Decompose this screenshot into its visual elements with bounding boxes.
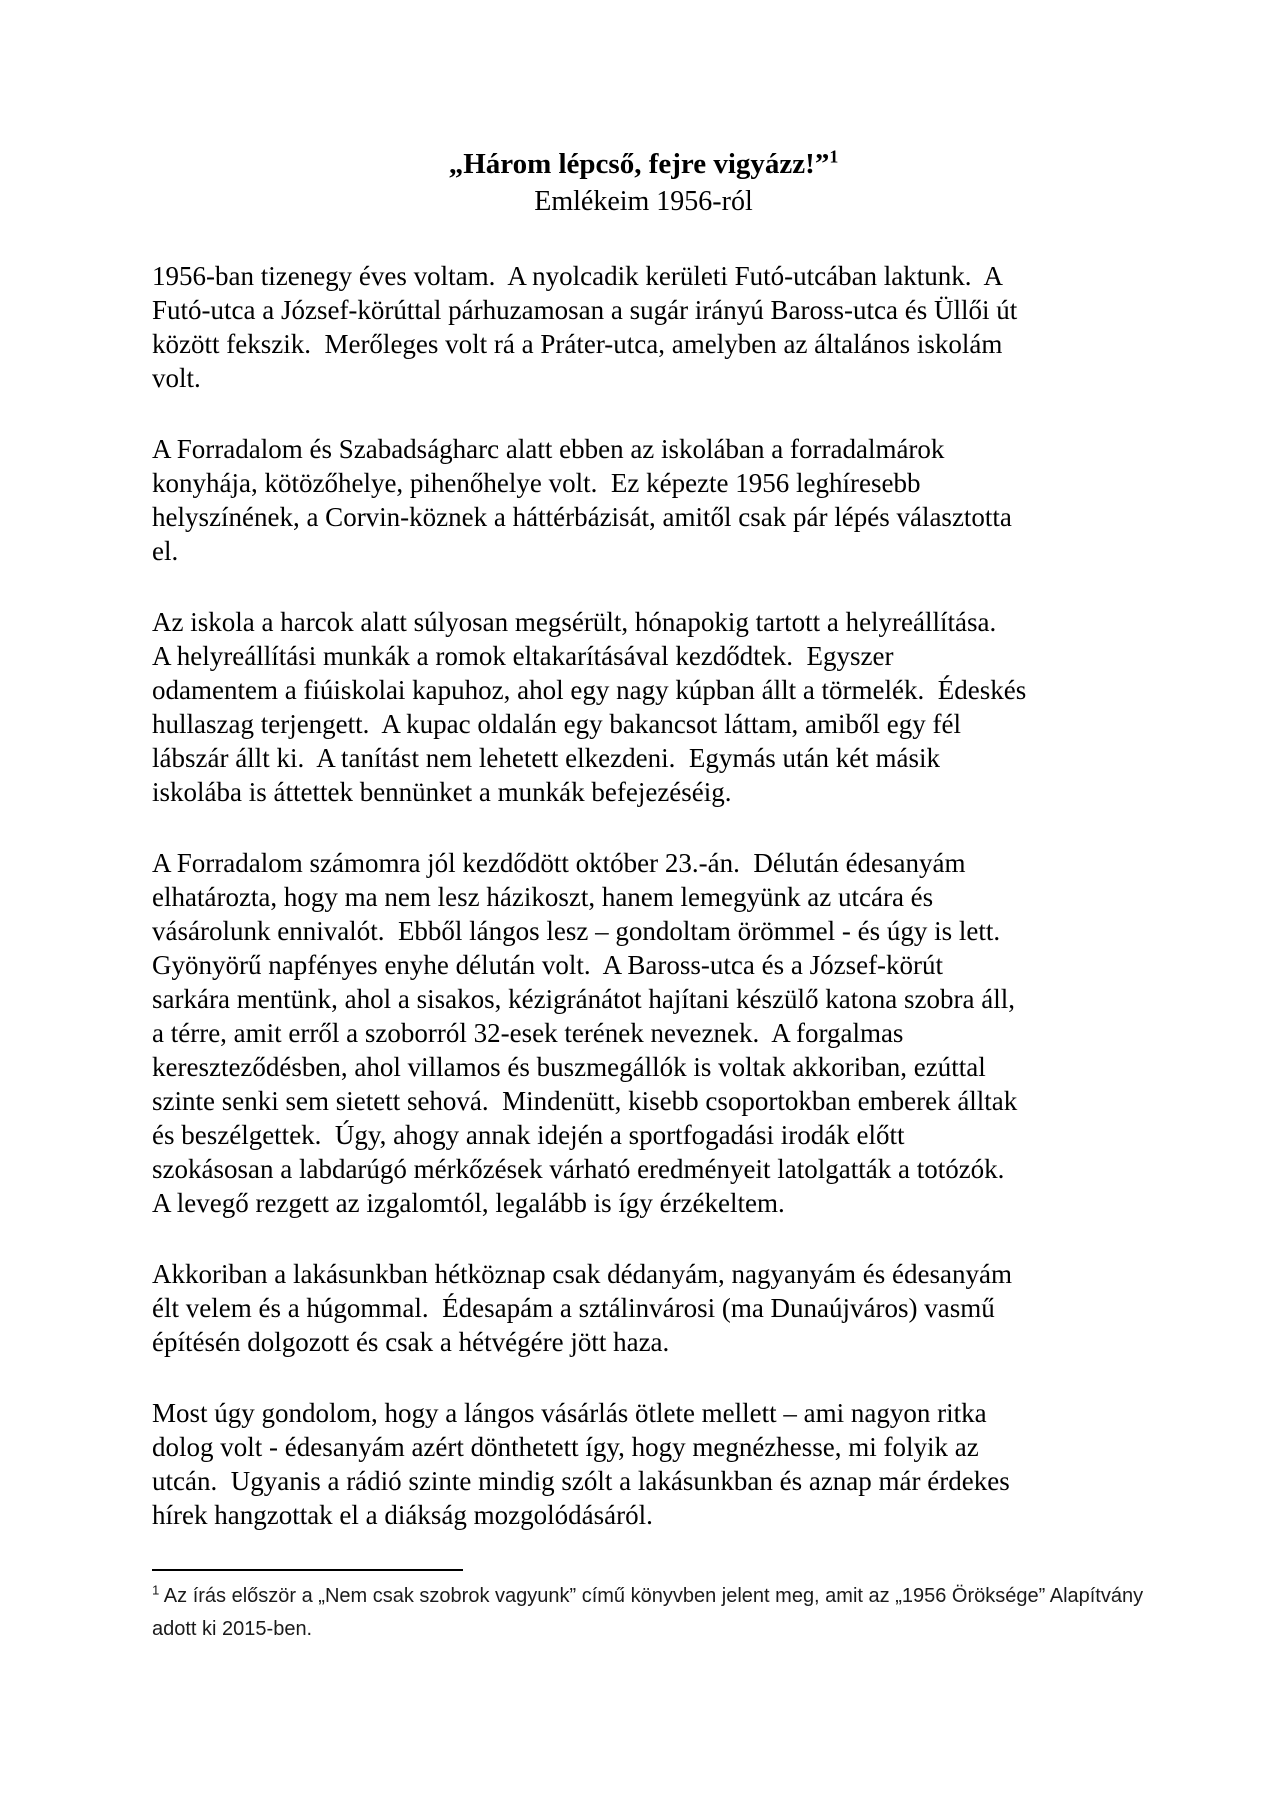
- text-line: vásárolunk ennivalót. Ebből lángos lesz – gondoltam örömmel - és úgy is lett.: [152, 916, 1001, 946]
- footnote-separator: [152, 1569, 463, 1571]
- text-line: iskolába is áttettek bennünket a munkák befejezéséig.: [152, 777, 732, 807]
- paragraph: [152, 846, 1135, 1220]
- footnote-text: Az írás először a „Nem csak szobrok vagyunk” című könyvben jelent meg, amit az „1956 Öröksége” Alapítvány: [159, 1585, 1144, 1607]
- paragraph: [152, 1396, 1135, 1532]
- text-line: között fekszik. Merőleges volt rá a Práter-utca, amelyben az általános iskolám: [152, 329, 1003, 359]
- text-line: a térre, amit erről a szoborról 32-esek terének neveznek. A forgalmas: [152, 1018, 904, 1048]
- text-line: A Forradalom és Szabadságharc alatt ebben az iskolában a forradalmárok: [152, 434, 945, 464]
- text-line: Most úgy gondolom, hogy a lángos vásárlás ötlete mellett – ami nagyon ritka: [152, 1398, 987, 1428]
- text-line: A levegő rezgett az izgalomtól, legalább is így érzékeltem.: [152, 1188, 785, 1218]
- document-heading: [152, 145, 1135, 221]
- text-line: szinte senki sem sietett sehová. Mindenütt, kisebb csoportokban emberek álltak: [152, 1086, 1018, 1116]
- paragraph: [152, 259, 1135, 395]
- text-line: élt velem és a húgommal. Édesapám a sztálinvárosi (ma Dunaújváros) vasmű: [152, 1293, 995, 1323]
- footnote-reference: 1: [829, 146, 839, 167]
- text-line: odamentem a fiúiskolai kapuhoz, ahol egy nagy kúpban állt a törmelék. Édeskés: [152, 675, 1027, 705]
- text-line: konyhája, kötözőhelye, pihenőhelye volt. Ez képezte 1956 leghíresebb: [152, 468, 921, 498]
- text-line: helyszínének, a Corvin-köznek a háttérbázisát, amitől csak pár lépés választotta: [152, 502, 1012, 532]
- text-line: A helyreállítási munkák a romok eltakarításával kezdődtek. Egyszer: [152, 641, 894, 671]
- paragraph: [152, 1257, 1135, 1359]
- text-line: 1956-ban tizenegy éves voltam. A nyolcadik kerületi Futó-utcában laktunk. A: [152, 261, 1004, 291]
- text-column: [152, 0, 1144, 1646]
- footnote-section: [152, 1569, 1144, 1646]
- text-line: és beszélgettek. Úgy, ahogy annak idején a sportfogadási irodák előtt: [152, 1120, 905, 1150]
- text-line: A Forradalom számomra jól kezdődött október 23.-án. Délután édesanyám: [152, 848, 966, 878]
- footnote-line: [152, 1580, 1144, 1613]
- text-line: lábszár állt ki. A tanítást nem lehetett elkezdeni. Egymás után két másik: [152, 743, 941, 773]
- document-title-text: „Három lépcső, fejre vigyázz!”: [448, 148, 830, 180]
- text-line: építésén dolgozott és csak a hétvégére jött haza.: [152, 1327, 670, 1357]
- text-line: volt.: [152, 363, 201, 393]
- text-line: Akkoriban a lakásunkban hétköznap csak dédanyám, nagyanyám és édesanyám: [152, 1259, 1012, 1289]
- paragraph: [152, 605, 1135, 809]
- footnote-line: adott ki 2015-ben.: [152, 1618, 313, 1640]
- text-line: hullaszag terjengett. A kupac oldalán egy bakancsot láttam, amiből egy fél: [152, 709, 961, 739]
- text-line: kereszteződésben, ahol villamos és buszmegállók is voltak akkoriban, ezúttal: [152, 1052, 986, 1082]
- text-line: hírek hangzottak el a diákság mozgolódásáról.: [152, 1500, 653, 1530]
- footnote-marker: 1: [152, 1582, 160, 1598]
- text-line: elhatározta, hogy ma nem lesz házikoszt, hanem lemegyünk az utcára és: [152, 882, 934, 912]
- text-line: Az iskola a harcok alatt súlyosan megsérült, hónapokig tartott a helyreállítása.: [152, 607, 997, 637]
- text-line: dolog volt - édesanyám azért dönthetett így, hogy megnézhesse, mi folyik az: [152, 1432, 979, 1462]
- paragraph: [152, 432, 1135, 568]
- text-line: el.: [152, 536, 179, 566]
- text-line: Futó-utca a József-körúttal párhuzamosan a sugár irányú Baross-utca és Üllői út: [152, 295, 1018, 325]
- document-title: [152, 145, 1135, 183]
- text-line: szokásosan a labdarúgó mérkőzések várható eredményeit latolgatták a totózók.: [152, 1154, 1005, 1184]
- text-line: Gyönyörű napfényes enyhe délután volt. A Baross-utca és a József-körút: [152, 950, 944, 980]
- document-subtitle: Emlékeim 1956-ról: [534, 186, 753, 217]
- text-line: utcán. Ugyanis a rádió szinte mindig szólt a lakásunkban és aznap már érdekes: [152, 1466, 1010, 1496]
- text-line: sarkára mentünk, ahol a sisakos, kézigránátot hajítani készülő katona szobra áll,: [152, 984, 1015, 1014]
